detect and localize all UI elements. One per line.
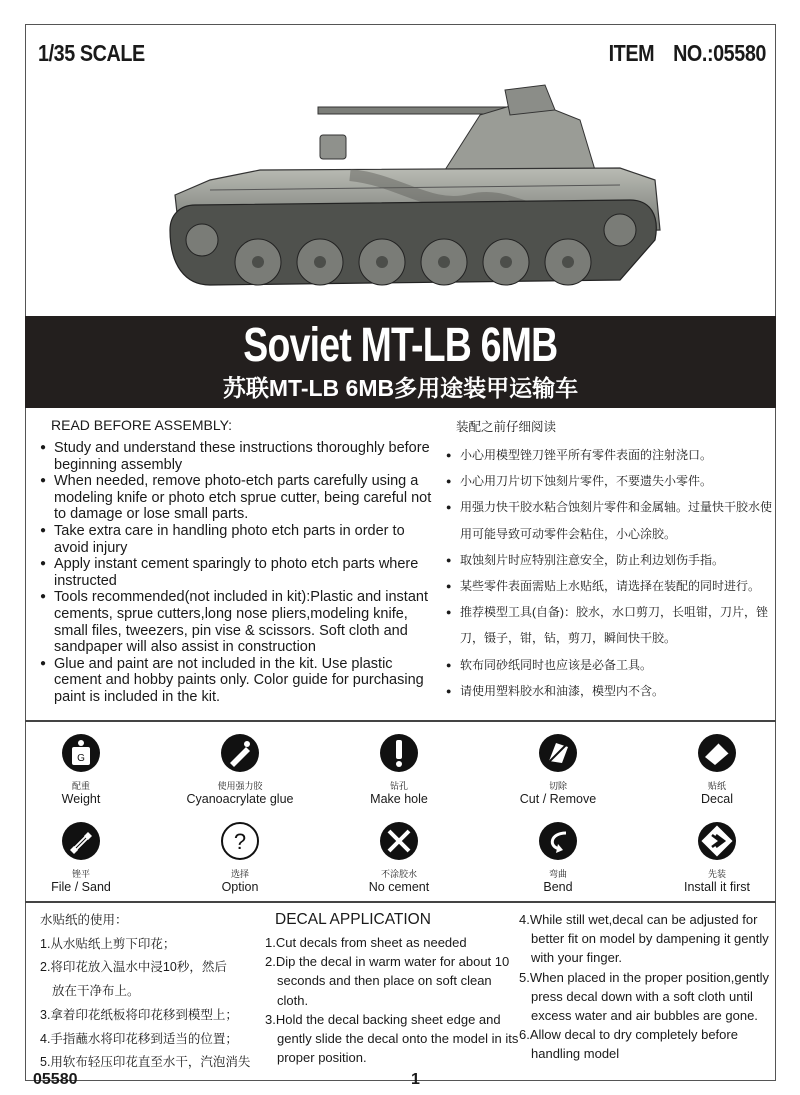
list-item: ● 推荐模型工具(自备)：胶水，水口剪刀，长咀钳，刀片，锉刀，镊子，钳，钻，剪刀，瞬间快干胶。 — [446, 599, 772, 651]
decal-step: gently slide the decal onto the model in its — [277, 1031, 519, 1047]
decal-step: 2.Dip the decal in warm water for about 10 — [265, 954, 510, 970]
decal-step: 6.Allow decal to dry completely before — [519, 1027, 738, 1043]
list-item: ● 取蚀刻片时应特别注意安全，防止利边划伤手指。 — [446, 547, 772, 573]
decal-step: handling model — [531, 1046, 620, 1062]
title-banner — [25, 316, 776, 408]
icon-label-cn: 配重 — [71, 781, 90, 791]
legend-bend — [493, 821, 623, 894]
legend-install-first — [652, 821, 782, 894]
list-item: ● Glue and paint are not included in the kit. Use plastic cement and hobby paints only. Color guide for purchasing paint is included in the kit. — [40, 656, 435, 706]
read-before-list — [40, 440, 435, 706]
decal-heading: DECAL APPLICATION — [275, 911, 431, 928]
decal-cn-step: 3.拿着印花纸板将印花移到模型上； — [40, 1007, 238, 1022]
list-item: ● 请使用塑料胶水和油漆，模型内不含。 — [446, 678, 772, 704]
icon-label-en: Cyanoacrylate glue — [186, 792, 294, 806]
weight-icon — [61, 733, 101, 773]
icon-label-en: Bend — [543, 880, 573, 894]
drill-icon — [379, 733, 419, 773]
svg-text:G: G — [77, 753, 85, 764]
decal-step: press decal down with a soft cloth until — [531, 988, 753, 1004]
icon-label-en: Weight — [61, 792, 101, 806]
item-number — [609, 40, 766, 67]
decal-step: 5.When placed in the proper position,gently — [519, 969, 770, 985]
icon-label-en: No cement — [368, 880, 430, 894]
icon-label-cn: 选择 — [230, 869, 249, 879]
list-item: ● 用强力快干胶水粘合蚀刻片零件和金属轴。过量快干胶水使用可能导致可动零件会粘住，小心涂胶。 — [446, 494, 772, 546]
decal-cn-step: 2.将印花放入温水中浸10秒，然后 — [40, 960, 227, 975]
decal-cn-heading: 水贴纸的使用： — [40, 913, 128, 927]
list-item: ● 某些零件表面需贴上水贴纸，请选择在装配的同时进行。 — [446, 573, 772, 599]
decal-step: 3.Hold the decal backing sheet edge and — [265, 1011, 501, 1027]
decal-cn-step: 放在干净布上。 — [52, 984, 140, 999]
item-label: ITEM — [608, 40, 655, 66]
list-item: ● 软布同砂纸同时也应该是必备工具。 — [446, 652, 772, 678]
list-item: ● When needed, remove photo-etch parts carefully using a modeling knife or photo etch sprue cutter, being careful not to damage or lose small parts. — [40, 473, 435, 523]
decal-cn-step: 4.手指蘸水将印花移到适当的位置； — [40, 1031, 238, 1046]
legend-decal — [652, 733, 782, 806]
option-icon — [220, 821, 260, 861]
icon-label-en: Cut / Remove — [519, 792, 597, 806]
decal-step: better fit on model by dampening it gently — [531, 931, 769, 947]
list-item: ● 小心用模型锉刀锉平所有零件表面的注射浇口。 — [446, 442, 772, 468]
legend-weight — [16, 733, 146, 806]
decal-cn-step: 5.用软布轻压印花直至水干，汽泡消失 — [40, 1055, 251, 1070]
decal-step: with your finger. — [531, 950, 623, 966]
read-before-heading: READ BEFORE ASSEMBLY: — [51, 417, 233, 433]
svg-text:?: ? — [233, 829, 247, 854]
icon-label-en: File / Sand — [51, 880, 111, 894]
title-en: Soviet MT-LB 6MB — [243, 319, 558, 372]
bend-icon — [538, 821, 578, 861]
divider — [25, 901, 776, 903]
icon-label-cn: 贴纸 — [707, 781, 726, 791]
legend-option — [175, 821, 305, 894]
legend-no-cement — [334, 821, 464, 894]
title-cn: 苏联MT-LB 6MB多用途装甲运输车 — [222, 375, 579, 401]
glue-icon — [220, 733, 260, 773]
scale-label: 1/35 SCALE — [38, 40, 145, 66]
legend-glue — [175, 733, 305, 806]
list-item: ● Tools recommended(not included in kit):Plastic and instant cements, sprue cutters,long nose pliers,modeling knife, small files, tweezers, pin vise & scissors. Soft cloth and sandpaper will also assist in construction — [40, 589, 435, 655]
divider — [25, 720, 776, 722]
icon-label-cn: 锉平 — [71, 869, 90, 879]
icon-label-en: Decal — [701, 792, 733, 806]
list-item: ● Take extra care in handling photo etch parts in order to avoid injury — [40, 523, 435, 556]
no-cement-icon — [379, 821, 419, 861]
file-icon — [61, 821, 101, 861]
icon-label-cn: 不涂胶水 — [380, 869, 417, 879]
decal-step: seconds and then place on soft clean cloth. — [277, 973, 492, 1008]
list-item: ● 小心用刀片切下蚀刻片零件，不要遗失小零件。 — [446, 468, 772, 494]
legend-file — [16, 821, 146, 894]
footer-item-code: 05580 — [33, 1071, 78, 1088]
decal-steps-right — [519, 910, 771, 1064]
icon-label-en: Option — [221, 880, 259, 894]
icon-label-cn: 钻孔 — [389, 781, 408, 791]
icon-label-en: Make hole — [370, 792, 428, 806]
page-number: 1 — [411, 1071, 420, 1088]
decal-cn-step: 1.从水贴纸上剪下印花； — [40, 936, 176, 951]
list-item: ● Study and understand these instructions thoroughly before beginning assembly — [40, 440, 435, 473]
icon-label-cn: 先装 — [707, 869, 726, 879]
read-before-cn-list — [446, 442, 772, 704]
install-first-icon — [697, 821, 737, 861]
decal-cn-section — [40, 909, 250, 1075]
decal-step: excess water and air bubbles are gone. — [531, 1008, 758, 1024]
decal-steps-left — [265, 933, 523, 1067]
cut-icon — [538, 733, 578, 773]
list-item: ● Apply instant cement sparingly to photo etch parts where instructed — [40, 556, 435, 589]
read-before-cn-heading: 装配之前仔细阅读 — [456, 420, 557, 434]
decal-icon — [697, 733, 737, 773]
tank-illustration — [150, 80, 670, 315]
icon-label-cn: 弯曲 — [548, 869, 567, 879]
legend-drill — [334, 733, 464, 806]
icon-label-cn: 使用强力胶 — [217, 781, 263, 791]
decal-step: 4.While still wet,decal can be adjusted for — [519, 912, 758, 927]
item-no-value: NO.:05580 — [673, 40, 766, 66]
decal-step: proper position. — [277, 1050, 367, 1066]
decal-step: 1.Cut decals from sheet as needed — [265, 935, 467, 950]
icon-label-en: Install it first — [684, 880, 750, 894]
legend-cut — [493, 733, 623, 806]
icon-label-cn: 切除 — [548, 781, 567, 791]
